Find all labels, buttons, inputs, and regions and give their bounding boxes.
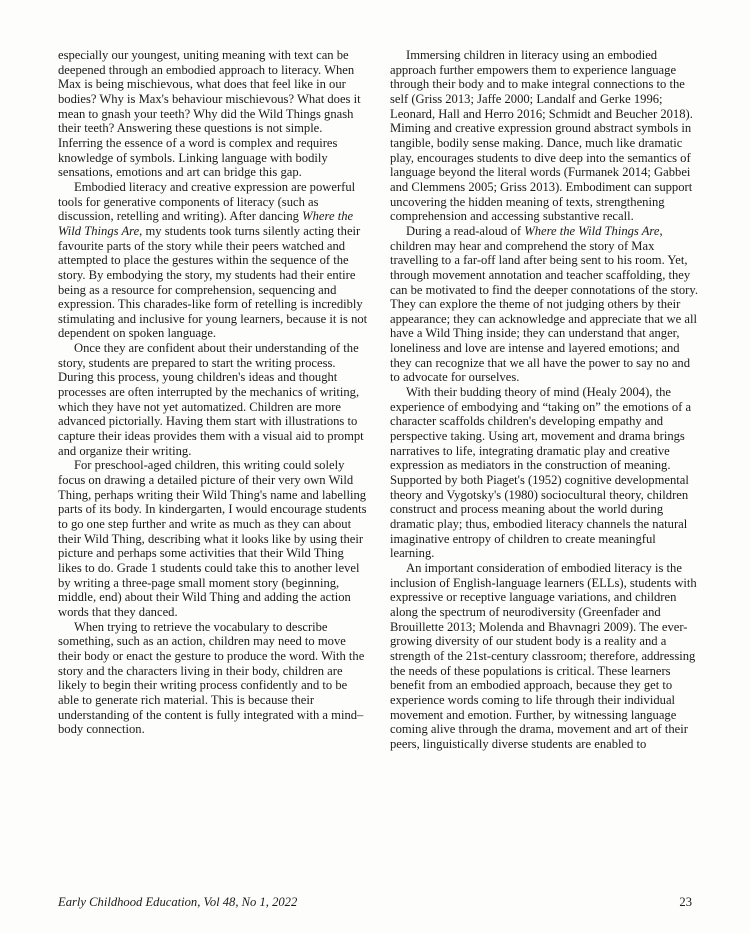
paragraph: With their budding theory of mind (Healy 2004), the experience of embodying and “taking on” the emotions of a character scaffolds children's developing empathy and perspective taking. Using art, movement and drama brings narratives to life, integrating dramatic play and creative expression as mediators in the construction of meaning. Supported by both Piaget's (1952) cognitive developmental theory and Vygotsky's (1980) sociocultural theory, children construct and process meaning about the world during dramatic play; thus, embodied literacy channels the natural imaginative entropy of children to create meaningful learning.: [390, 385, 692, 561]
paragraph: When trying to retrieve the vocabulary to describe something, such as an action, children may need to move their body or enact the gesture to produce the word. With the story and the characters living in their body, children are likely to begin their writing process confidently and to be able to generate rich material. This is because their understanding of the content is fully integrated with a mind–body connection.: [58, 619, 365, 737]
paragraph-text: Embodied literacy and creative expression are powerful tools for generative components of literacy (such as discussion, retelling and writing). After dancing: [58, 179, 356, 224]
paragraph: An important consideration of embodied literacy is the inclusion of English-language learners (ELLs), students with expressive or receptive language variations, and children along the spectrum of neurodiversity (Greenfader and Brouillette 2013; Molenda and Bhavnagri 2009). The ever-growing diversity of our student body is a reality and a strength of the 21st-century classroom; therefore, addressing the needs of these populations is critical. These learners benefit from an embodied approach, because they get to experience words coming to life through their individual movement and emotion. Further, by witnessing language coming alive through the drama, movement and art of their peers, linguistically diverse students are enabled to: [390, 560, 697, 751]
paragraph-text: , my students took turns silently acting their favourite parts of the story while their peers watched and attempted to place the gestures within the sequence of the story. By embodying the story, my students had their entire being as a resource for comprehension, sequencing and expression. This charades-like form of retelling is incredibly stimulating and inclusive for young learners, because it is not dependent on spoken language.: [58, 223, 368, 341]
paragraph-text: During a read-aloud of: [406, 223, 525, 238]
paragraph: [58, 180, 370, 341]
book-title: Where the Wild Things Are: [524, 223, 660, 238]
right-column: [390, 48, 702, 752]
left-column: [58, 48, 370, 737]
paragraph: Immersing children in literacy using an embodied approach further empowers them to experience language through their body and to make integral connections to the self (Griss 2013; Jaffe 2000; Landalf and Gerke 1996; Leonard, Hall and Herro 2016; Schmidt and Beucher 2018). Miming and creative expression ground abstract symbols in tangible, bodily sense making. Dance, much like dramatic play, encourages students to dive deep into the semantics of language beyond the literal words (Furmanek 2014; Gabbei and Clemmens 2005; Griss 2013). Embodiment can support uncovering the hidden meaning of texts, strengthening comprehension and accessing substantive recall.: [390, 48, 693, 224]
page-footer: [58, 895, 692, 913]
book-title: Where the Wild Things Are: [58, 209, 354, 238]
paragraph: Once they are confident about their understanding of the story, students are prepared to start the writing process. During this process, young children's ideas and thought processes are often interrupted by the mechanics of writing, which they have not yet automatized. Children are more advanced pictorially. Having them start with illustrations to capture their ideas provides them with a visual aid to prompt and organize their writing.: [58, 341, 364, 458]
journal-citation: Early Childhood Education, Vol 48, No 1, 2022: [58, 895, 298, 909]
paragraph-text: , children may hear and comprehend the story of Max travelling to a far-off land after being sent to his room. Yet, through movement annotation and teacher scaffolding, they can be motivated to find the deeper connotations of the story. They can explore the theme of not judging others by their appearance; they can acknowledge and appreciate that we all have a Wild Thing inside; they can understand that anger, loneliness and love are intense and layered emotions; and they can recognize that we all have the power to say no and to advocate for ourselves.: [390, 223, 698, 385]
page-number: 23: [679, 895, 692, 909]
paragraph: [390, 224, 702, 385]
paragraph: especially our youngest, uniting meaning with text can be deepened through an embodied approach to literacy. When Max is being mischievous, what does that feel like in our bodies? Why is Max's behaviour mischievous? What does it mean to gnash your teeth? Why did the Wild Things gnash their teeth? Answering these questions is not simple. Inferring the essence of a word is complex and requires knowledge of symbols. Linking language with bodily sensations, emotions and art can bridge this gap.: [58, 48, 361, 180]
paragraph: For preschool-aged children, this writing could solely focus on drawing a detailed picture of their very own Wild Thing, perhaps writing their Wild Thing's name and labelling parts of its body. In kindergarten, I would encourage students to go one step further and write as much as they can about their Wild Thing, describing what it looks like by using their picture and perhaps some activities that their Wild Thing likes to do. Grade 1 students could take this to another level by writing a three-page small moment story (beginning, middle, end) about their Wild Thing and adding the action words that they danced.: [58, 458, 367, 619]
